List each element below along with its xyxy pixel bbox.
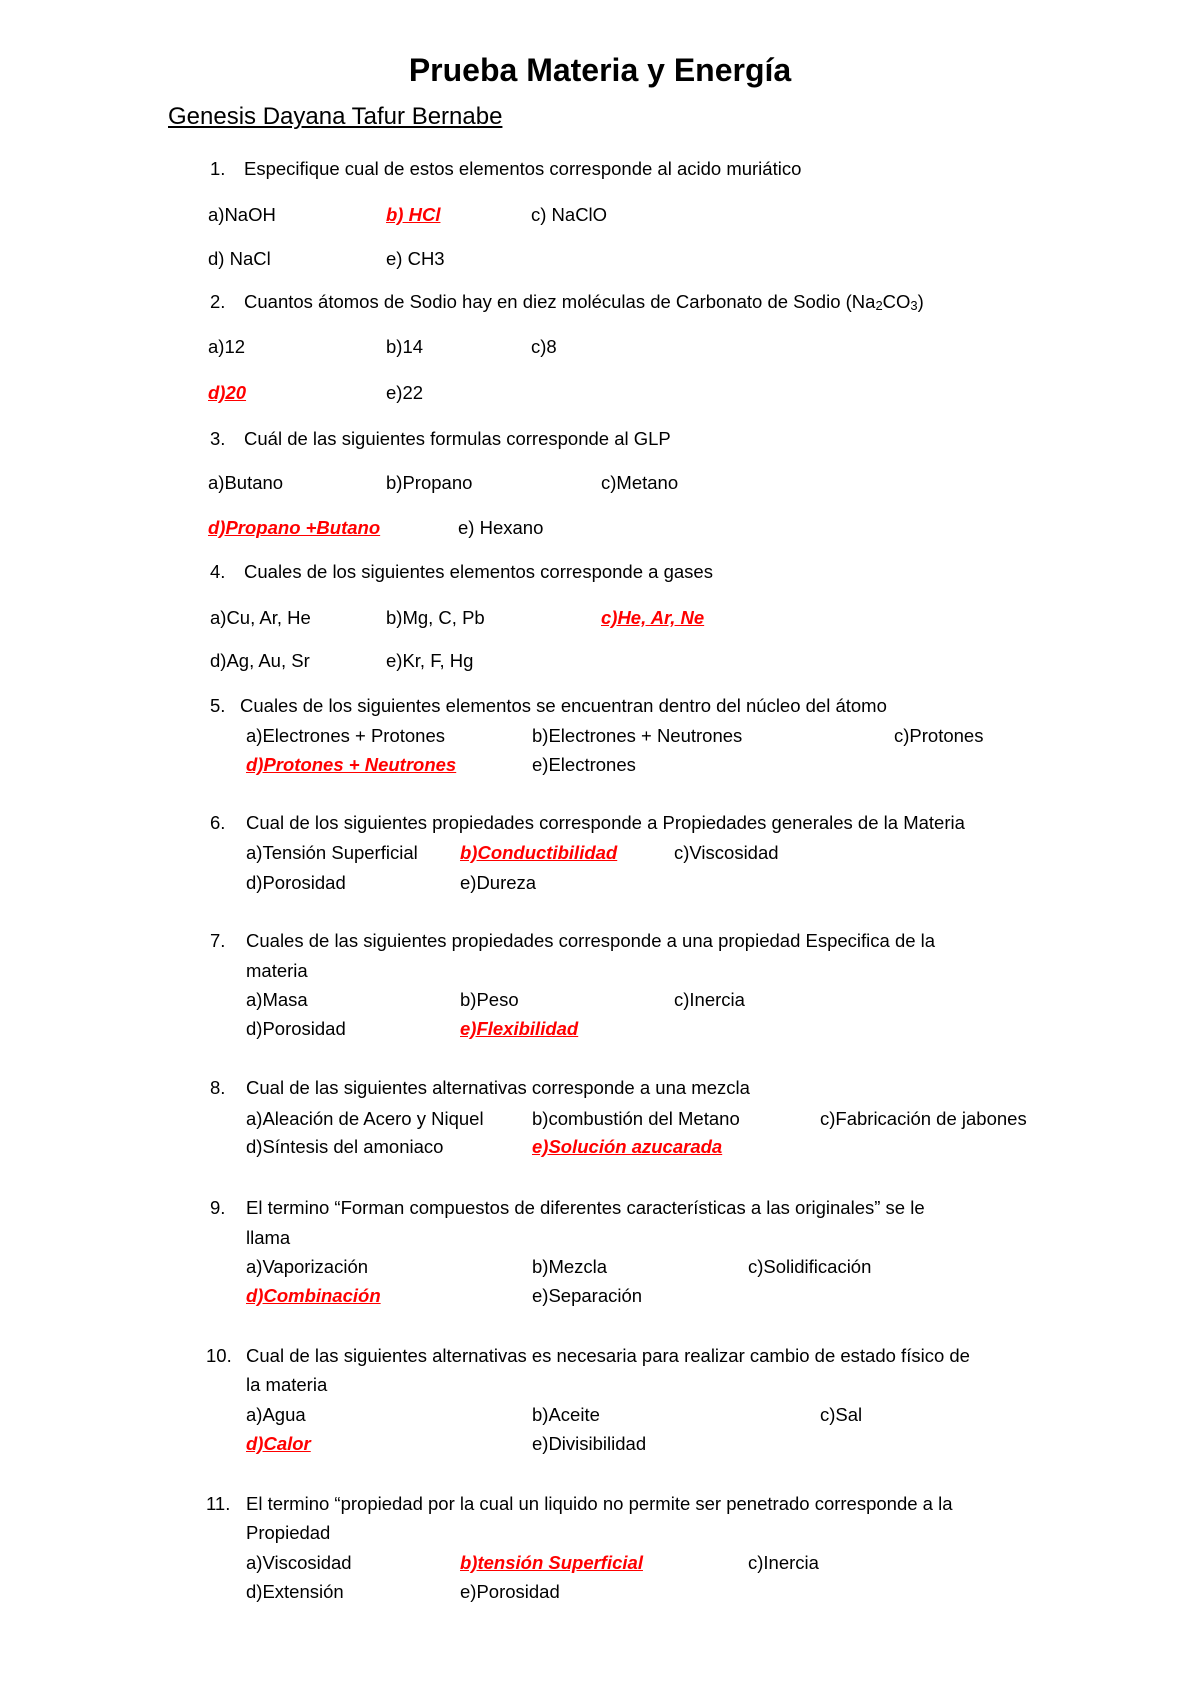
- option-c: c)Inercia: [748, 1552, 819, 1573]
- question-text-line-1: Cual de las siguientes alternativas es necesaria para realizar cambio de estado físico de: [246, 1345, 970, 1366]
- question-text: Cuantos átomos de Sodio hay en diez moléculas de Carbonato de Sodio $(Na_2CO_3)$: [244, 291, 924, 313]
- option-a: a)Aleación de Acero y Niquel: [246, 1108, 484, 1129]
- option-a: a)Cu, Ar, He: [210, 607, 311, 628]
- option-d: d)Ag, Au, Sr: [210, 650, 310, 671]
- question-number: 5.: [210, 695, 226, 716]
- question-number: 9.: [210, 1197, 226, 1218]
- question-number: 8.: [210, 1077, 226, 1098]
- question-number: 6.: [210, 812, 226, 833]
- option-e: e)Flexibilidad: [460, 1018, 579, 1039]
- option-b: b)Aceite: [532, 1404, 600, 1425]
- option-b: b)combustión del Metano: [532, 1108, 740, 1129]
- option-a: a)Agua: [246, 1404, 306, 1425]
- student-name: Genesis Dayana Tafur Bernabe: [168, 103, 503, 130]
- question-text-line-1: Cuales de las siguientes propiedades corresponde a una propiedad Especifica de la: [246, 930, 936, 951]
- question-text-line-1: El termino “Forman compuestos de diferentes características a las originales” se le: [246, 1197, 925, 1218]
- question-text: Cuales de los siguientes elementos se encuentran dentro del núcleo del átomo: [240, 695, 887, 716]
- option-a: a)Electrones + Protones: [246, 725, 445, 746]
- option-d: d)Extensión: [246, 1581, 344, 1602]
- question-text: Cual de las siguientes alternativas corresponde a una mezcla: [246, 1077, 750, 1098]
- question-number: 4.: [210, 561, 226, 582]
- option-d: d)20: [208, 382, 247, 403]
- option-c: c)8: [531, 336, 557, 357]
- option-b: b)Mg, C, Pb: [386, 607, 485, 628]
- option-c: c)Protones: [894, 725, 984, 746]
- question-number: 10.: [206, 1345, 232, 1366]
- option-a: a)Tensión Superficial: [246, 842, 418, 863]
- option-c: c)Metano: [601, 472, 679, 493]
- option-b: b)Mezcla: [532, 1256, 608, 1277]
- option-d: d)Síntesis del amoniaco: [246, 1136, 444, 1157]
- option-a: a)Vaporización: [246, 1256, 369, 1277]
- option-a: a)Butano: [208, 472, 284, 493]
- option-e: e)22: [386, 382, 424, 403]
- option-d: d)Protones + Neutrones: [246, 754, 457, 775]
- question-number: 1.: [210, 158, 226, 179]
- option-a: a)Masa: [246, 989, 308, 1010]
- option-d: d)Combinación: [246, 1285, 381, 1306]
- option-c: c)Fabricación de jabones: [820, 1108, 1027, 1129]
- option-b: b)Peso: [460, 989, 519, 1010]
- option-e: e) Hexano: [458, 517, 544, 538]
- option-e: e)Kr, F, Hg: [386, 650, 474, 671]
- option-c: c)He, Ar, Ne: [601, 607, 705, 628]
- question-number: 2.: [210, 291, 226, 312]
- question-text: Cuales de los siguientes elementos corresponde a gases: [244, 561, 713, 582]
- option-d: d)Porosidad: [246, 872, 346, 893]
- option-a: a)Viscosidad: [246, 1552, 352, 1573]
- question-number: 7.: [210, 930, 226, 951]
- option-b: b)14: [386, 336, 424, 357]
- option-a: a)12: [208, 336, 246, 357]
- option-e: e)Electrones: [532, 754, 636, 775]
- option-a: a)NaOH: [208, 204, 276, 225]
- option-c: c)Solidificación: [748, 1256, 872, 1277]
- question-text-line-2: Propiedad: [246, 1522, 331, 1543]
- option-c: c)Viscosidad: [674, 842, 779, 863]
- option-b: b)Electrones + Neutrones: [532, 725, 743, 746]
- option-d: d)Propano +Butano: [208, 517, 381, 538]
- question-text-line-2: materia: [246, 960, 308, 981]
- question-text-line-2: llama: [246, 1227, 291, 1248]
- option-b: b) HCl: [386, 204, 441, 225]
- option-e: e)Dureza: [460, 872, 537, 893]
- option-b: b)Conductibilidad: [460, 842, 618, 863]
- option-b: b)tensión Superficial: [460, 1552, 643, 1573]
- option-c: c)Inercia: [674, 989, 745, 1010]
- option-c: c) NaClO: [531, 204, 608, 225]
- option-e: e) CH3: [386, 248, 445, 269]
- option-e: e)Solución azucarada: [532, 1136, 723, 1157]
- option-d: d) NaCl: [208, 248, 271, 269]
- option-c: c)Sal: [820, 1404, 863, 1425]
- question-text: Especifique cual de estos elementos corresponde al acido muriático: [244, 158, 802, 179]
- option-b: b)Propano: [386, 472, 473, 493]
- question-number: 11.: [206, 1493, 231, 1514]
- option-e: e)Porosidad: [460, 1581, 560, 1602]
- question-text: Cual de los siguientes propiedades corresponde a Propiedades generales de la Materia: [246, 812, 965, 833]
- page-title: Prueba Materia y Energía: [408, 52, 792, 88]
- question-number: 3.: [210, 428, 226, 449]
- question-text: Cuál de las siguientes formulas corresponde al GLP: [244, 428, 671, 449]
- question-text-line-1: El termino “propiedad por la cual un liquido no permite ser penetrado corresponde a la: [246, 1493, 953, 1514]
- option-d: d)Porosidad: [246, 1018, 346, 1039]
- option-e: e)Divisibilidad: [532, 1433, 647, 1454]
- option-d: d)Calor: [246, 1433, 311, 1454]
- question-text-line-2: la materia: [246, 1374, 328, 1395]
- option-e: e)Separación: [532, 1285, 643, 1306]
